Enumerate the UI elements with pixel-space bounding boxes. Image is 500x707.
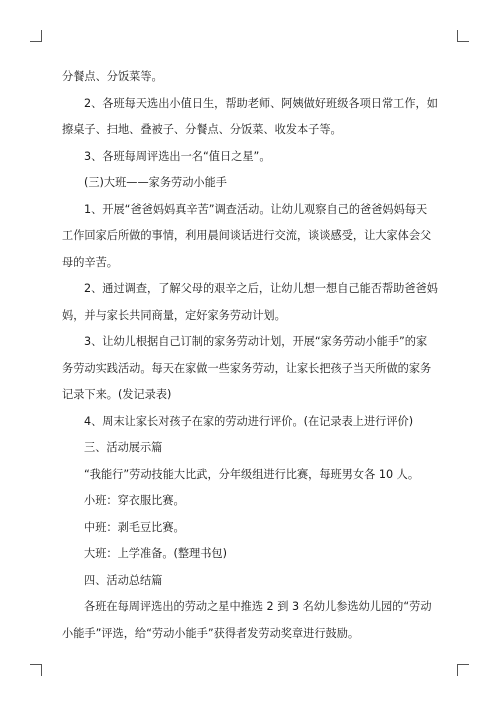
crop-mark-top-left: [30, 30, 42, 42]
paragraph: 小班：穿衣服比赛。: [84, 494, 185, 507]
paragraph: “我能行”劳动技能大比武，分年级组进行比赛，每班男女各 10 人。: [84, 467, 420, 481]
paragraph: 3、让幼儿根据自己订制的家务劳动计划，开展“家务劳动小能手”的家务劳动实践活动。每天在家做一些家务劳动，让家长把孩子当天所做的家务记录下来。(发记录表): [62, 335, 432, 401]
document-body: [62, 64, 438, 647]
section-heading: 三、活动展示篇: [84, 441, 163, 454]
paragraph: 大班：上学准备。(整理书包): [84, 547, 227, 560]
paragraph: 分餐点、分饭菜等。: [62, 70, 163, 83]
section-heading: 四、活动总结篇: [84, 573, 163, 587]
paragraph: 4、周末让家长对孩子在家的劳动进行评价。(在记录表上进行评价): [84, 414, 414, 428]
section-heading: (三)大班——家务劳动小能手: [84, 176, 227, 189]
paragraph: 各班在每周评选出的劳动之星中推选 2 到 3 名幼儿参选幼儿园的“劳动小能手”评选，给“劳动小能手”获得者发劳动奖章进行鼓励。: [62, 600, 432, 640]
paragraph: 2、各班每天选出小值日生，帮助老师、阿姨做好班级各项日常工作，如擦桌子、扫地、叠被子、分餐点、分饭菜、收发本子等。: [62, 96, 438, 136]
crop-mark-top-right: [457, 30, 469, 42]
paragraph: 中班：剥毛豆比赛。: [84, 520, 185, 534]
paragraph: 2、通过调查，了解父母的艰辛之后，让幼儿想一想自己能否帮助爸爸妈妈，并与家长共同商量，定好家务劳动计划。: [62, 282, 438, 322]
crop-mark-bottom-right: [457, 664, 469, 676]
paragraph: 3、各班每周评选出一名“值日之星”。: [84, 149, 271, 163]
crop-mark-bottom-left: [30, 664, 42, 676]
paragraph: 1、开展“爸爸妈妈真辛苦”调查活动。让幼儿观察自己的爸爸妈妈每天工作回家后所做的事情，利用晨间谈话进行交流，谈谈感受，让大家体会父母的辛苦。: [62, 202, 432, 269]
